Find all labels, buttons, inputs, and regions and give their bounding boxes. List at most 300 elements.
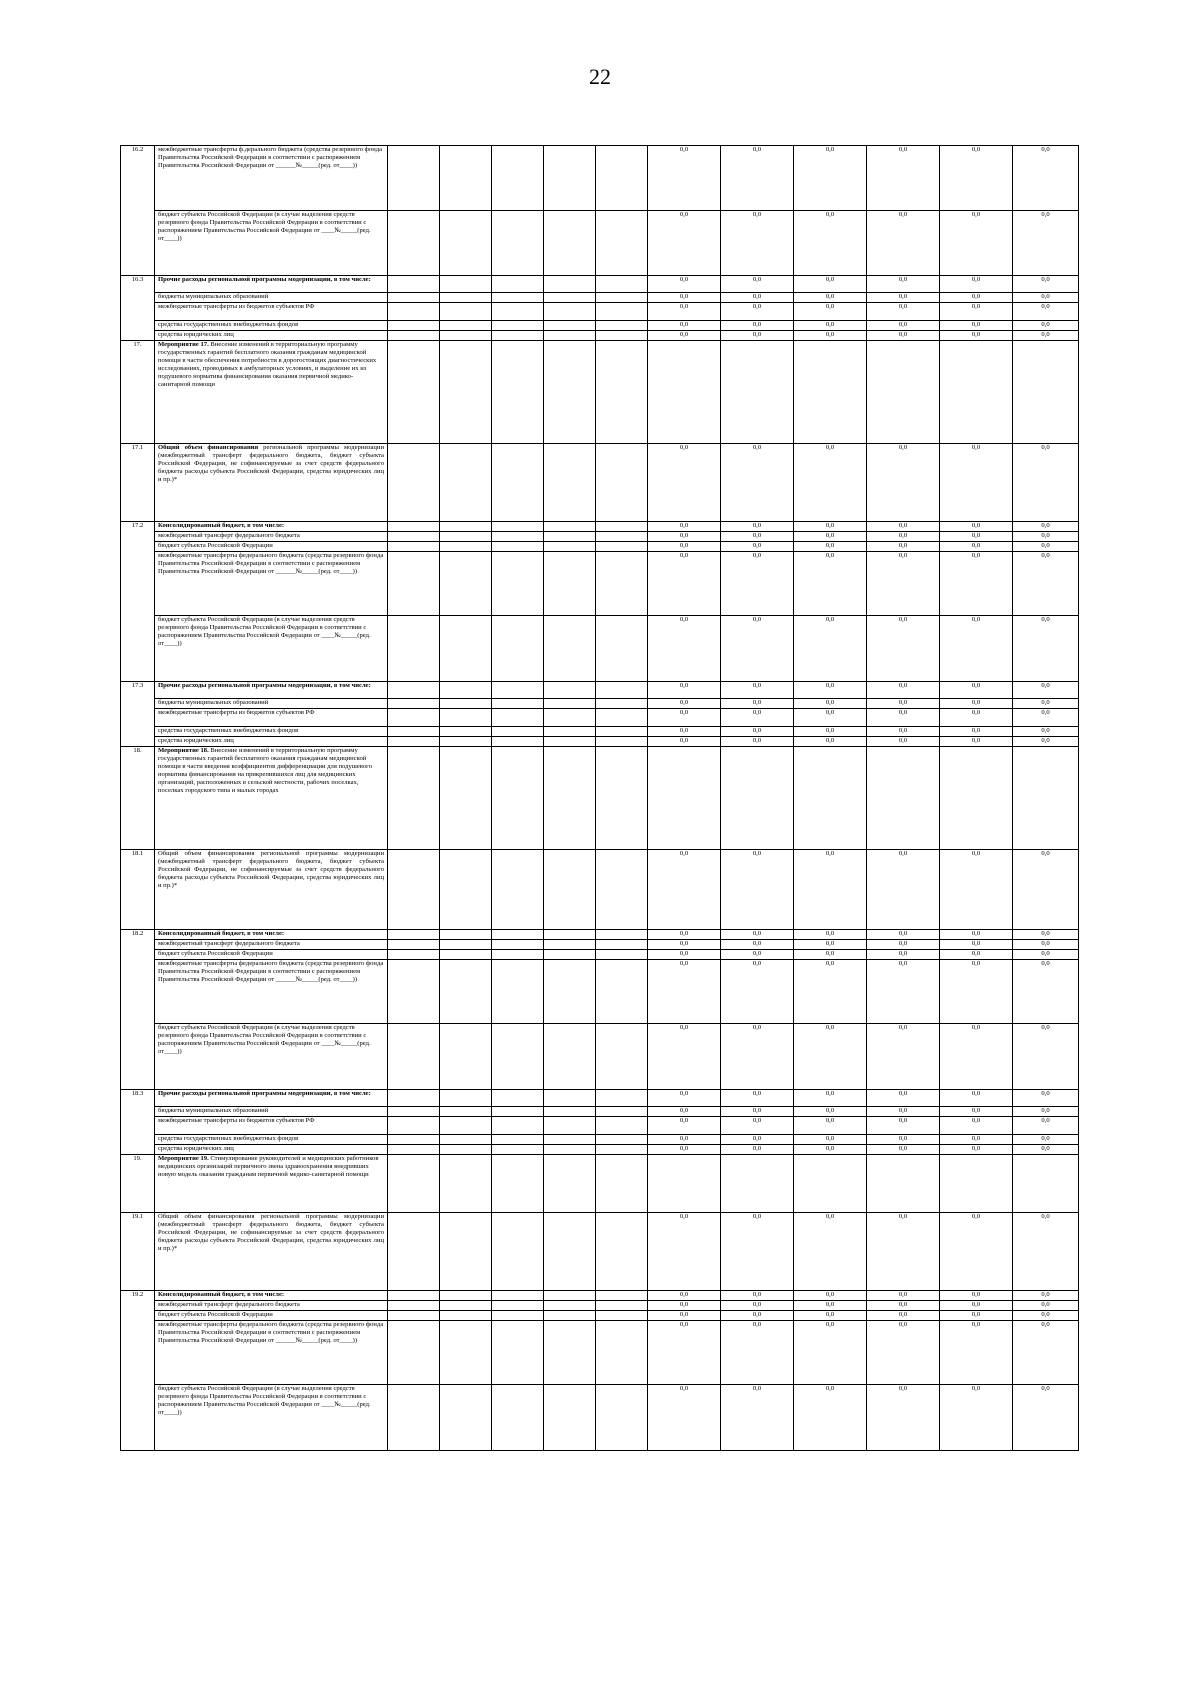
value-cell: 0,0 (648, 1107, 721, 1117)
empty-cell (596, 522, 648, 532)
value-cell: 0,0 (867, 303, 940, 321)
empty-cell (388, 331, 440, 341)
row-number: 17. (121, 341, 155, 444)
row-label: средства юридических лиц (155, 737, 388, 747)
value-cell: 0,0 (940, 737, 1013, 747)
empty-cell (544, 940, 596, 950)
empty-cell (440, 727, 492, 737)
empty-cell (648, 747, 721, 850)
value-cell: 0,0 (1013, 682, 1079, 699)
value-cell: 0,0 (1013, 727, 1079, 737)
value-cell: 0,0 (721, 1213, 794, 1291)
value-cell: 0,0 (867, 940, 940, 950)
empty-cell (544, 331, 596, 341)
value-cell: 0,0 (1013, 709, 1079, 727)
empty-cell (492, 303, 544, 321)
empty-cell (492, 682, 544, 699)
empty-cell (440, 522, 492, 532)
empty-cell (388, 950, 440, 960)
empty-cell (492, 1321, 544, 1385)
empty-cell (388, 747, 440, 850)
empty-cell (492, 727, 544, 737)
empty-cell (492, 293, 544, 303)
empty-cell (596, 747, 648, 850)
table-row (121, 146, 1079, 211)
empty-cell (440, 950, 492, 960)
row-label: средства государственных внебюджетных фондов (155, 321, 388, 331)
table-row (121, 444, 1079, 522)
empty-cell (440, 1385, 492, 1451)
empty-cell (388, 522, 440, 532)
value-cell: 0,0 (721, 699, 794, 709)
value-cell: 0,0 (794, 293, 867, 303)
empty-cell (544, 709, 596, 727)
row-label: средства государственных внебюджетных фондов (155, 1135, 388, 1145)
value-cell: 0,0 (721, 950, 794, 960)
table-row (121, 552, 1079, 616)
empty-cell (440, 211, 492, 276)
empty-cell (492, 850, 544, 930)
page-number: 22 (589, 64, 611, 89)
value-cell: 0,0 (940, 1117, 1013, 1135)
empty-cell (492, 960, 544, 1024)
value-cell: 0,0 (721, 727, 794, 737)
empty-cell (388, 293, 440, 303)
empty-cell (492, 950, 544, 960)
value-cell: 0,0 (1013, 1213, 1079, 1291)
value-cell: 0,0 (940, 1291, 1013, 1301)
empty-cell (388, 276, 440, 293)
value-cell: 0,0 (940, 1145, 1013, 1155)
empty-cell (596, 1291, 648, 1301)
value-cell: 0,0 (867, 1024, 940, 1090)
empty-cell (388, 1117, 440, 1135)
empty-cell (388, 303, 440, 321)
value-cell: 0,0 (794, 542, 867, 552)
empty-cell (388, 444, 440, 522)
row-label: Прочие расходы региональной программы модернизации, в том числе: (155, 276, 388, 293)
empty-cell (867, 341, 940, 444)
empty-cell (440, 930, 492, 940)
value-cell: 0,0 (940, 1107, 1013, 1117)
empty-cell (544, 1090, 596, 1107)
empty-cell (867, 1155, 940, 1213)
value-cell: 0,0 (940, 552, 1013, 616)
empty-cell (596, 960, 648, 1024)
value-cell: 0,0 (648, 616, 721, 682)
value-cell: 0,0 (867, 709, 940, 727)
table-row (121, 950, 1079, 960)
empty-cell (440, 146, 492, 211)
value-cell: 0,0 (940, 699, 1013, 709)
empty-cell (544, 1301, 596, 1311)
value-cell: 0,0 (721, 616, 794, 682)
table-row (121, 699, 1079, 709)
value-cell: 0,0 (794, 1135, 867, 1145)
empty-cell (544, 552, 596, 616)
value-cell: 0,0 (721, 542, 794, 552)
value-cell: 0,0 (867, 1321, 940, 1385)
row-number: 17.1 (121, 444, 155, 522)
row-label: средства юридических лиц (155, 331, 388, 341)
value-cell: 0,0 (721, 1321, 794, 1385)
empty-cell (492, 532, 544, 542)
value-cell: 0,0 (1013, 532, 1079, 542)
value-cell: 0,0 (940, 940, 1013, 950)
value-cell: 0,0 (940, 522, 1013, 532)
value-cell: 0,0 (867, 1213, 940, 1291)
value-cell: 0,0 (648, 532, 721, 542)
value-cell: 0,0 (721, 709, 794, 727)
table-row (121, 303, 1079, 321)
value-cell: 0,0 (648, 1145, 721, 1155)
empty-cell (596, 850, 648, 930)
empty-cell (440, 1311, 492, 1321)
empty-cell (544, 1321, 596, 1385)
row-label: Консолидированный бюджет, в том числе: (155, 930, 388, 940)
empty-cell (492, 552, 544, 616)
empty-cell (388, 341, 440, 444)
empty-cell (492, 1107, 544, 1117)
value-cell: 0,0 (940, 542, 1013, 552)
value-cell: 0,0 (940, 682, 1013, 699)
value-cell: 0,0 (794, 1213, 867, 1291)
empty-cell (544, 321, 596, 331)
row-label: межбюджетный трансферт федерального бюджета (155, 532, 388, 542)
value-cell: 0,0 (721, 960, 794, 1024)
row-label: межбюджетные трансферты из бюджетов субъектов РФ (155, 709, 388, 727)
value-cell: 0,0 (648, 1301, 721, 1311)
table-row (121, 293, 1079, 303)
value-cell: 0,0 (940, 950, 1013, 960)
value-cell: 0,0 (1013, 552, 1079, 616)
value-cell: 0,0 (794, 1145, 867, 1155)
value-cell: 0,0 (721, 444, 794, 522)
empty-cell (544, 850, 596, 930)
value-cell: 0,0 (867, 930, 940, 940)
value-cell: 0,0 (1013, 331, 1079, 341)
empty-cell (492, 699, 544, 709)
empty-cell (388, 709, 440, 727)
value-cell: 0,0 (867, 211, 940, 276)
value-cell: 0,0 (648, 552, 721, 616)
value-cell: 0,0 (794, 1291, 867, 1301)
value-cell: 0,0 (867, 146, 940, 211)
empty-cell (596, 341, 648, 444)
table-row (121, 709, 1079, 727)
value-cell: 0,0 (1013, 444, 1079, 522)
empty-cell (544, 960, 596, 1024)
value-cell: 0,0 (648, 1135, 721, 1145)
value-cell: 0,0 (648, 1117, 721, 1135)
empty-cell (596, 1024, 648, 1090)
value-cell: 0,0 (721, 1145, 794, 1155)
value-cell: 0,0 (940, 616, 1013, 682)
empty-cell (388, 727, 440, 737)
value-cell: 0,0 (794, 709, 867, 727)
value-cell: 0,0 (940, 709, 1013, 727)
empty-cell (388, 1145, 440, 1155)
empty-cell (440, 940, 492, 950)
value-cell: 0,0 (648, 1024, 721, 1090)
value-cell: 0,0 (794, 616, 867, 682)
empty-cell (544, 444, 596, 522)
value-cell: 0,0 (867, 1145, 940, 1155)
empty-cell (388, 1213, 440, 1291)
value-cell: 0,0 (867, 331, 940, 341)
table-row (121, 331, 1079, 341)
empty-cell (544, 950, 596, 960)
empty-cell (596, 444, 648, 522)
row-label: бюджеты муниципальных образований (155, 1107, 388, 1117)
value-cell: 0,0 (867, 522, 940, 532)
row-label: бюджет субъекта Российской Федерации (155, 542, 388, 552)
value-cell: 0,0 (721, 276, 794, 293)
value-cell: 0,0 (648, 522, 721, 532)
value-cell: 0,0 (794, 930, 867, 940)
empty-cell (596, 930, 648, 940)
value-cell: 0,0 (794, 960, 867, 1024)
empty-cell (492, 444, 544, 522)
value-cell: 0,0 (648, 960, 721, 1024)
value-cell: 0,0 (1013, 276, 1079, 293)
value-cell: 0,0 (867, 532, 940, 542)
empty-cell (544, 1135, 596, 1145)
empty-cell (596, 1107, 648, 1117)
value-cell: 0,0 (940, 727, 1013, 737)
value-cell: 0,0 (721, 321, 794, 331)
value-cell: 0,0 (721, 532, 794, 542)
empty-cell (596, 331, 648, 341)
value-cell: 0,0 (794, 522, 867, 532)
empty-cell (596, 1301, 648, 1311)
measure-18: Мероприятие 18. Внесение изменений в территориальную программу государственных гарантий бесплатного оказания гражданам медицинской помощи в части введения коэффициентов дифференциации для подушевого норматива финансирования на прикрепившихся лиц для медицинских организаций, расположенных в сельской местности, рабочих поселках, поселках городского типа и малых городах (155, 747, 388, 850)
value-cell: 0,0 (867, 1291, 940, 1301)
value-cell: 0,0 (940, 532, 1013, 542)
value-cell: 0,0 (794, 699, 867, 709)
empty-cell (721, 747, 794, 850)
empty-cell (388, 1155, 440, 1213)
row-label: бюджеты муниципальных образований (155, 293, 388, 303)
value-cell: 0,0 (1013, 616, 1079, 682)
empty-cell (440, 444, 492, 522)
empty-cell (388, 1301, 440, 1311)
row-label: межбюджетный трансферт федерального бюджета (155, 940, 388, 950)
empty-cell (492, 940, 544, 950)
value-cell: 0,0 (721, 552, 794, 616)
empty-cell (388, 960, 440, 1024)
empty-cell (440, 1145, 492, 1155)
value-cell: 0,0 (1013, 1311, 1079, 1321)
empty-cell (794, 747, 867, 850)
row-label: Консолидированный бюджет, в том числе: (155, 1291, 388, 1301)
empty-cell (492, 331, 544, 341)
table-row (121, 616, 1079, 682)
empty-cell (596, 1145, 648, 1155)
value-cell: 0,0 (794, 331, 867, 341)
empty-cell (544, 1107, 596, 1117)
value-cell: 0,0 (940, 293, 1013, 303)
value-cell: 0,0 (794, 321, 867, 331)
row-number: 19.2 (121, 1291, 155, 1451)
table-row (121, 930, 1079, 940)
empty-cell (440, 1090, 492, 1107)
value-cell: 0,0 (1013, 1291, 1079, 1301)
empty-cell (492, 1155, 544, 1213)
empty-cell (596, 682, 648, 699)
table-row (121, 1321, 1079, 1385)
value-cell: 0,0 (867, 682, 940, 699)
empty-cell (492, 747, 544, 850)
value-cell: 0,0 (940, 1385, 1013, 1451)
value-cell: 0,0 (867, 1090, 940, 1107)
value-cell: 0,0 (867, 960, 940, 1024)
row-label: межбюджетные трансферты федерального бюджета (средства резервного фонда Правительства Российской Федерации в соответствии с распоряжением Правительства Российской Федерации от ______№_____(ред. от____)) (155, 1321, 388, 1385)
empty-cell (440, 709, 492, 727)
empty-cell (492, 276, 544, 293)
empty-cell (492, 211, 544, 276)
value-cell: 0,0 (867, 1107, 940, 1117)
value-cell: 0,0 (794, 1090, 867, 1107)
value-cell: 0,0 (1013, 930, 1079, 940)
financing-table (120, 145, 1079, 1451)
row-label: Прочие расходы региональной программы модернизации, в том числе: (155, 682, 388, 699)
value-cell: 0,0 (794, 737, 867, 747)
row-number: 18.2 (121, 930, 155, 1090)
value-cell: 0,0 (940, 1090, 1013, 1107)
row-number: 17.2 (121, 522, 155, 682)
value-cell: 0,0 (721, 1024, 794, 1090)
value-cell: 0,0 (867, 1301, 940, 1311)
value-cell: 0,0 (721, 1117, 794, 1135)
row-label: бюджет субъекта Российской Федерации (в случае выделения средств резервного фонда Правительства Российской Федерации в соответствии с распоряжением Правительства Российской Федерации от ____№_____(ред. от____)) (155, 211, 388, 276)
empty-cell (440, 1155, 492, 1213)
value-cell: 0,0 (940, 960, 1013, 1024)
empty-cell (492, 1024, 544, 1090)
empty-cell (388, 1291, 440, 1301)
empty-cell (544, 682, 596, 699)
empty-cell (388, 616, 440, 682)
row-label-total: Общий объем финансирования региональной программы модернизации (межбюджетный трансферт федерального бюджета, бюджет субъекта Российской Федерации, не софинансируемые за счет средств федерального бюджета расходы субъекта Российской Федерации, средства юридических лиц и пр.)* (155, 850, 388, 930)
empty-cell (596, 699, 648, 709)
value-cell: 0,0 (721, 850, 794, 930)
value-cell: 0,0 (721, 1135, 794, 1145)
value-cell: 0,0 (648, 444, 721, 522)
value-cell: 0,0 (794, 532, 867, 542)
value-cell: 0,0 (1013, 960, 1079, 1024)
empty-cell (596, 1213, 648, 1291)
empty-cell (440, 737, 492, 747)
empty-cell (492, 341, 544, 444)
row-label: бюджеты муниципальных образований (155, 699, 388, 709)
value-cell: 0,0 (721, 1090, 794, 1107)
table-row (121, 211, 1079, 276)
value-cell: 0,0 (1013, 1117, 1079, 1135)
row-label: бюджет субъекта Российской Федерации (155, 950, 388, 960)
empty-cell (544, 146, 596, 211)
empty-cell (596, 940, 648, 950)
value-cell: 0,0 (648, 682, 721, 699)
empty-cell (440, 331, 492, 341)
value-cell: 0,0 (867, 1135, 940, 1145)
value-cell: 0,0 (940, 1321, 1013, 1385)
empty-cell (794, 341, 867, 444)
value-cell: 0,0 (867, 1385, 940, 1451)
empty-cell (596, 709, 648, 727)
table-row (121, 1385, 1079, 1451)
value-cell: 0,0 (940, 1311, 1013, 1321)
value-cell: 0,0 (940, 211, 1013, 276)
value-cell: 0,0 (721, 1301, 794, 1311)
empty-cell (940, 341, 1013, 444)
value-cell: 0,0 (648, 737, 721, 747)
empty-cell (388, 737, 440, 747)
empty-cell (492, 1301, 544, 1311)
value-cell: 0,0 (721, 682, 794, 699)
empty-cell (492, 930, 544, 940)
value-cell: 0,0 (940, 321, 1013, 331)
value-cell: 0,0 (1013, 211, 1079, 276)
value-cell: 0,0 (721, 930, 794, 940)
empty-cell (596, 146, 648, 211)
empty-cell (544, 522, 596, 532)
table-row (121, 850, 1079, 930)
empty-cell (544, 699, 596, 709)
empty-cell (388, 1311, 440, 1321)
value-cell: 0,0 (867, 293, 940, 303)
table-row (121, 532, 1079, 542)
empty-cell (721, 341, 794, 444)
table-row (121, 542, 1079, 552)
value-cell: 0,0 (1013, 940, 1079, 950)
empty-cell (440, 303, 492, 321)
table-row (121, 960, 1079, 1024)
table-row (121, 1135, 1079, 1145)
table-row (121, 682, 1079, 699)
value-cell: 0,0 (721, 331, 794, 341)
value-cell: 0,0 (940, 1301, 1013, 1311)
empty-cell (388, 146, 440, 211)
value-cell: 0,0 (794, 1301, 867, 1311)
empty-cell (492, 1135, 544, 1145)
value-cell: 0,0 (648, 1321, 721, 1385)
empty-cell (388, 1385, 440, 1451)
value-cell: 0,0 (794, 146, 867, 211)
value-cell: 0,0 (794, 950, 867, 960)
value-cell: 0,0 (648, 293, 721, 303)
value-cell: 0,0 (1013, 737, 1079, 747)
empty-cell (492, 616, 544, 682)
empty-cell (544, 727, 596, 737)
value-cell: 0,0 (1013, 303, 1079, 321)
empty-cell (544, 747, 596, 850)
row-label: бюджет субъекта Российской Федерации (в случае выделения средств резервного фонда Правительства Российской Федерации в соответствии с распоряжением Правительства Российской Федерации от ____№_____(ред. от____)) (155, 616, 388, 682)
empty-cell (440, 1291, 492, 1301)
value-cell: 0,0 (648, 1311, 721, 1321)
row-number: 19. (121, 1155, 155, 1213)
measure-17: Мероприятие 17. Внесение изменений в территориальную программу государственных гарантий бесплатного оказания гражданам медицинской помощи в части обеспечения потребности в дорогостоящих диагностических исследованиях, проводимых в амбулаторных условиях, и выделение их из подушевого норматива финансирования оказания первичной медико-санитарной помощи (155, 341, 388, 444)
empty-cell (940, 1155, 1013, 1213)
empty-cell (492, 1090, 544, 1107)
empty-cell (440, 293, 492, 303)
value-cell: 0,0 (794, 1385, 867, 1451)
value-cell: 0,0 (648, 303, 721, 321)
empty-cell (596, 293, 648, 303)
empty-cell (596, 1321, 648, 1385)
empty-cell (544, 211, 596, 276)
value-cell: 0,0 (794, 552, 867, 616)
empty-cell (596, 950, 648, 960)
